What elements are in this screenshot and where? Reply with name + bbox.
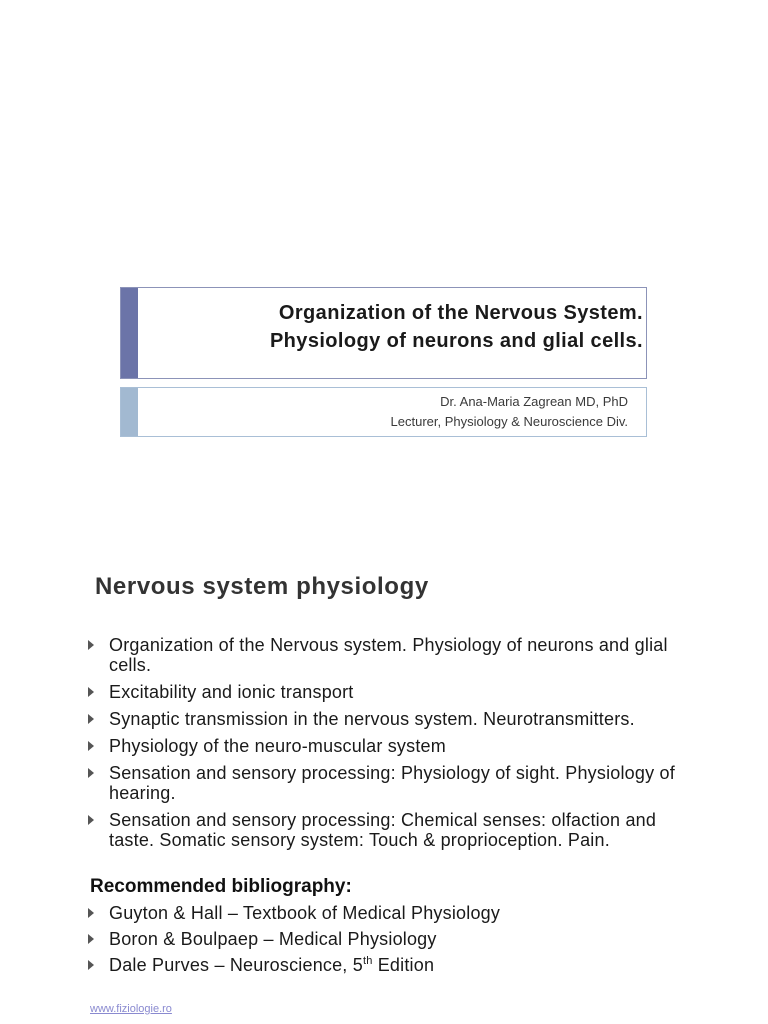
list-item xyxy=(88,635,703,675)
bullet-triangle-icon xyxy=(88,908,94,918)
title-accent-bar xyxy=(121,288,138,378)
bullet-triangle-icon xyxy=(88,768,94,778)
bullet-triangle-icon xyxy=(88,815,94,825)
bibliography-entry xyxy=(109,955,434,975)
topic-text: Sensation and sensory processing: Physiology of sight. Physiology of hearing. xyxy=(109,763,675,803)
subtitle-box xyxy=(120,387,647,437)
bullet-triangle-icon xyxy=(88,741,94,751)
author-position: Lecturer, Physiology & Neuroscience Div. xyxy=(390,414,628,429)
author-info xyxy=(391,392,628,432)
website-link[interactable]: www.fiziologie.ro xyxy=(90,1003,172,1015)
bibliography-entry: Boron & Boulpaep – Medical Physiology xyxy=(109,929,437,949)
bibliography-entry-prefix: Dale Purves – Neuroscience, 5 xyxy=(109,955,363,975)
topic-list xyxy=(88,635,703,857)
bibliography-entry-suffix: Edition xyxy=(372,955,435,975)
list-item xyxy=(88,810,703,850)
bullet-triangle-icon xyxy=(88,960,94,970)
slide-title xyxy=(270,299,643,355)
list-item xyxy=(88,763,703,803)
section-heading: Nervous system physiology xyxy=(95,573,429,600)
list-item xyxy=(88,903,703,923)
title-line-2: Physiology of neurons and glial cells. xyxy=(269,330,643,352)
topic-text: Organization of the Nervous system. Physiology of neurons and glial cells. xyxy=(109,635,668,675)
list-item xyxy=(88,955,703,975)
list-item xyxy=(88,929,703,949)
bullet-triangle-icon xyxy=(88,687,94,697)
author-name: Dr. Ana-Maria Zagrean MD, PhD xyxy=(440,394,628,409)
title-line-1: Organization of the Nervous System. xyxy=(278,302,643,324)
list-item xyxy=(88,709,703,729)
edition-superscript: th xyxy=(362,955,373,967)
bullet-triangle-icon xyxy=(88,934,94,944)
bullet-triangle-icon xyxy=(88,640,94,650)
topic-text: Excitability and ionic transport xyxy=(109,682,354,702)
subtitle-accent-bar xyxy=(121,388,138,436)
topic-text: Synaptic transmission in the nervous system. Neurotransmitters. xyxy=(109,709,635,729)
list-item xyxy=(88,736,703,756)
bibliography-list xyxy=(88,903,703,981)
bibliography-heading: Recommended bibliography: xyxy=(90,876,352,897)
title-box xyxy=(120,287,647,379)
bullet-triangle-icon xyxy=(88,714,94,724)
topic-text: Physiology of the neuro-muscular system xyxy=(109,736,446,756)
list-item xyxy=(88,682,703,702)
footer-cutoff-text xyxy=(90,1019,190,1024)
bibliography-entry: Guyton & Hall – Textbook of Medical Physiology xyxy=(109,903,501,923)
topic-text: Sensation and sensory processing: Chemical senses: olfaction and taste. Somatic sensory system: Touch & proprioception. Pain. xyxy=(109,810,657,850)
